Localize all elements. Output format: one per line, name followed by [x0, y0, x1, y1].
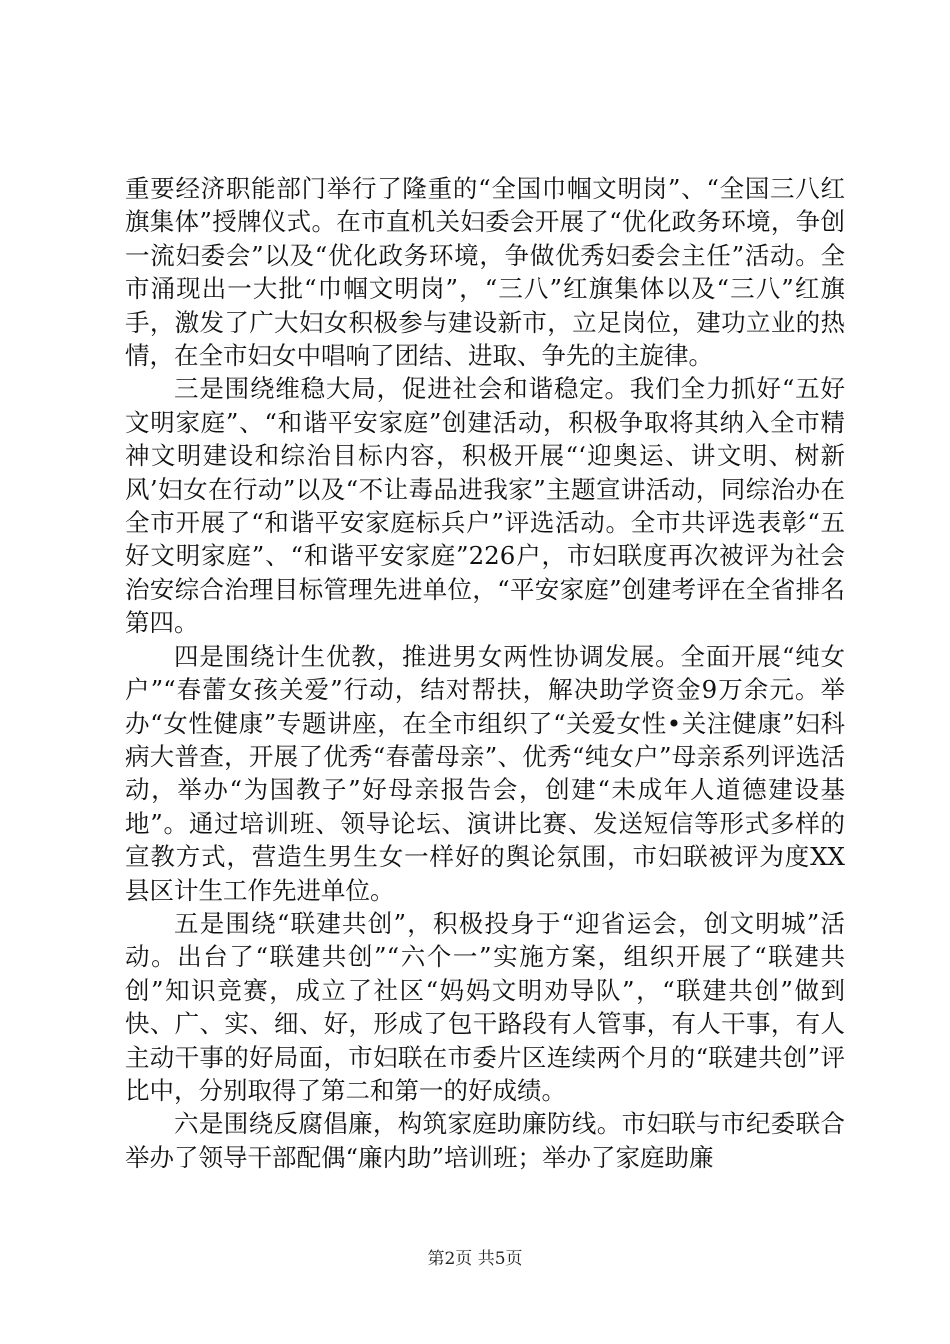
paragraph-3: 四是围绕计生优教，推进男女两性协调发展。全面开展“纯女户”“春蕾女孩关爱”行动，结对帮扶，解决助学资金9万余元。举办“女性健康”专题讲座，在全市组织了“关爱女性•关注健康”妇科病大普查，开展了优秀“春蕾母亲”、优秀“纯女户”母亲系列评选活动，举办“为国教子”好母亲报告会，创建“未成年人道德建设基地”。通过培训班、领导论坛、演讲比赛、发送短信等形式多样的宣教方式，营造生男生女一样好的舆论氛围，市妇联被评为度XX县区计生工作先进单位。 [125, 641, 845, 905]
page-footer: 第2页 共5页 [427, 1249, 523, 1269]
document-body [125, 172, 845, 1174]
paragraph-5: 六是围绕反腐倡廉，构筑家庭助廉防线。市妇联与市纪委联合举办了领导干部配偶“廉内助”培训班；举办了家庭助廉 [125, 1109, 845, 1172]
paragraph-2: 三是围绕维稳大局，促进社会和谐稳定。我们全力抓好“五好文明家庭”、“和谐平安家庭”创建活动，积极争取将其纳入全市精神文明建设和综治目标内容，积极开展“‘迎奥运、讲文明、树新风’妇女在行动”以及“不让毒品进我家”主题宣讲活动，同综治办在全市开展了“和谐平安家庭标兵户”评选活动。全市共评选表彰“五好文明家庭”、“和谐平安家庭”226户，市妇联度再次被评为社会治安综合治理目标管理先进单位，“平安家庭”创建考评在全省排名第四。 [125, 374, 845, 638]
paragraph-4: 五是围绕“联建共创”，积极投身于“迎省运会，创文明城”活动。出台了“联建共创”“六个一”实施方案，组织开展了“联建共创”知识竞赛，成立了社区“妈妈文明劝导队”，“联建共创”做到快、广、实、细、好，形成了包干路段有人管事，有人干事，有人主动干事的好局面，市妇联在市委片区连续两个月的“联建共创”评比中，分别取得了第二和第一的好成绩。 [125, 908, 845, 1105]
paragraph-1: 重要经济职能部门举行了隆重的“全国巾帼文明岗”、“全国三八红旗集体”授牌仪式。在市直机关妇委会开展了“优化政务环境，争创一流妇委会”以及“优化政务环境，争做优秀妇委会主任”活动。全市涌现出一大批“巾帼文明岗”，“三八”红旗集体以及“三八”红旗手，激发了广大妇女积极参与建设新市，立足岗位，建功立业的热情，在全市妇女中唱响了团结、进取、争先的主旋律。 [125, 174, 845, 371]
